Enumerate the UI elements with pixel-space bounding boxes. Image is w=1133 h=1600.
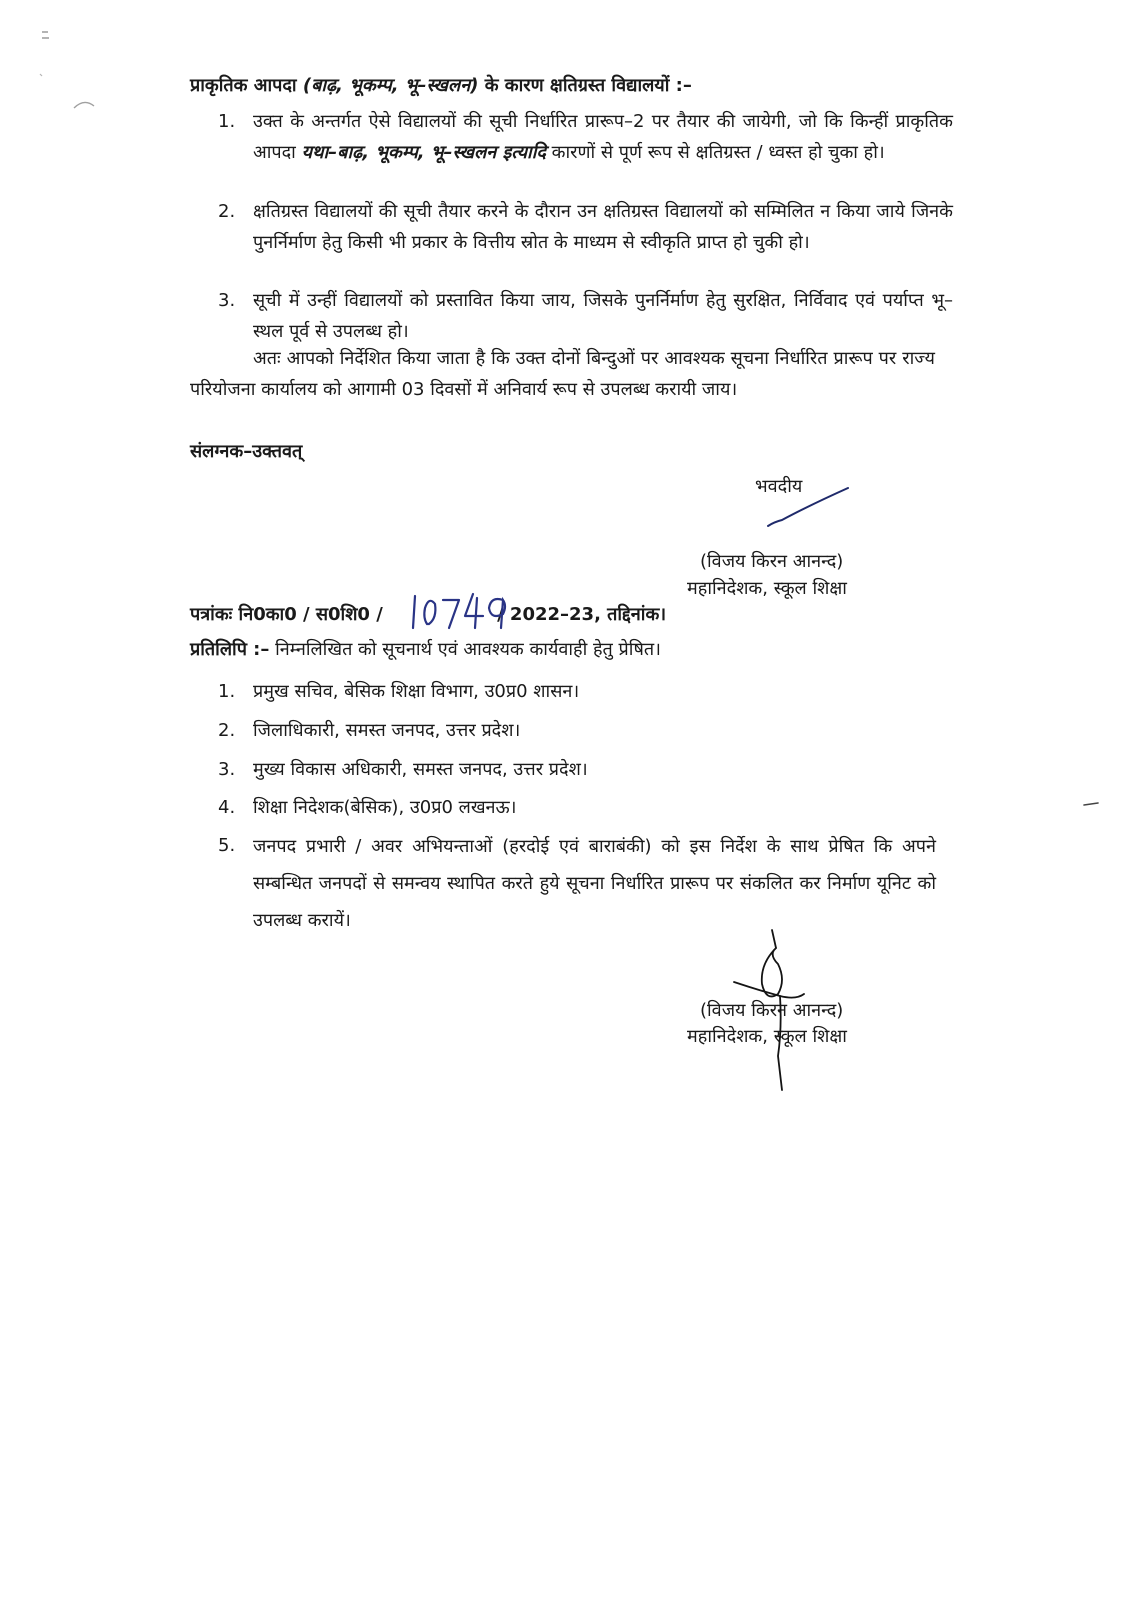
signature-mark-2: [730, 928, 820, 1092]
point-number: 1.: [218, 111, 236, 132]
copy-intro: प्रतिलिपि :– निम्नलिखित को सूचनार्थ एवं आवश्यक कार्यवाही हेतु प्रेषित।: [190, 639, 661, 660]
letter-page: प्राकृतिक आपदा (बाढ़, भूकम्प, भू–स्खलन) के कारण क्षतिग्रस्त विद्यालयों :– 1. उक्त के अन्तर्गत ऐसे विद्यालयों की सूची निर्धारित प्रारूप–2 पर तैयार की जायेगी, जो कि किन्हीं प्राकृतिक आपदा यथा–बाढ़, भूकम्प, भू–स्खलन इत्यादि कारणों से पूर्ण रूप से क्षतिग्रस्त / ध्वस्त हो चुका हो। 2. क्षतिग्रस्त विद्यालयों की सूची तैयार करने के दौरान उन क्षतिग्रस्त विद्यालयों को सम्मिलित न किया जाये जिनके पुनर्निर्माण हेतु किसी भी प्रकार के वित्तीय स्रोत के माध्यम से स्वीकृति प्राप्त हो चुकी हो। 3. सूची में उन्हीं विद्यालयों को प्रस्तावित किया जाय, जिसके पुनर्निर्माण हेतु सुरक्षित, निर्विवाद एवं पर्याप्त भू–स्थल पूर्व से उपलब्ध हो। अतः आपको निर्देशित किया जाता है कि उक्त दोनों बिन्दुओं पर आवश्यक सूचना निर्धारित प्रारूप पर राज्य परियोजना कार्यालय को आगामी 03 दिवसों में अनिवार्य रूप से उपलब्ध करायी जाय। संलग्नक–उक्तवत् भवदीय (विजय किरन आनन्द) महानिदेशक, स्कूल शिक्षा पत्रांकः नि0का0 / स0शि0 / / 2022–23, तद्दिनांक। प्रतिलिपि :– निम्नलिखित को सूचनार्थ एवं आवश्यक कार्यवाही हेतु प्रेषित। 1. प्रमुख सचिव, बेसिक शिक्षा विभाग, उ0प्र0 शासन। 2. जिलाधिकारी, समस्त जनपद, उत्तर प्रदेश। 3. मुख्य विकास अधिकारी, समस्त जनपद, उत्तर प्रदेश। 4. शिक्षा निदेशक(बेसिक), उ0प्र0 लखनऊ। 5. जनपद प्रभारी / अवर अभियन्ताओं (हरदोई एवं बाराबंकी) को इस निर्देश के साथ प्रेषित कि अपने सम्बन्धित जनपदों से समन्वय स्थापित करते हुये सूचना निर्धारित प्रारूप पर संकलित कर निर्माण यूनिट को उपलब्ध करायें। (विजय किरन आनन्द) महानिदेशक, स्कूल शिक्षा: [0, 0, 1133, 1600]
signatory-2-designation: महानिदेशक, स्कूल शिक्षा: [687, 1026, 847, 1047]
signatory-2-name: (विजय किरन आनन्द): [700, 1000, 844, 1021]
signatory-name: (विजय किरन आनन्द): [700, 551, 844, 572]
signatory-designation: महानिदेशक, स्कूल शिक्षा: [687, 578, 847, 599]
point-text: उक्त के अन्तर्गत ऐसे विद्यालयों की सूची निर्धारित प्रारूप–2 पर तैयार की जायेगी, जो कि किन्हीं प्राकृतिक आपदा यथा–बाढ़, भूकम्प, भू–स्खलन इत्यादि कारणों से पूर्ण रूप से क्षतिग्रस्त / ध्वस्त हो चुका हो।: [253, 111, 953, 163]
enclosure-note: संलग्नक–उक्तवत्: [190, 441, 303, 462]
closing-salutation: भवदीय: [755, 476, 803, 497]
instruction-paragraph: अतः आपको निर्देशित किया जाता है कि उक्त दोनों बिन्दुओं पर आवश्यक सूचना निर्धारित प्रारूप पर राज्य परियोजना कार्यालय को आगामी 03 दिवसों में अनिवार्य रूप से उपलब्ध करायी जाय।: [190, 348, 935, 400]
point-number: 3.: [218, 290, 236, 311]
handwritten-letter-number: [405, 588, 515, 632]
letter-reference: पत्रांकः नि0का0 / स0शि0 / / 2022–23, तद्दिनांक।: [190, 604, 667, 625]
point-text: क्षतिग्रस्त विद्यालयों की सूची तैयार करने के दौरान उन क्षतिग्रस्त विद्यालयों को सम्मिलित न किया जाये जिनके पुनर्निर्माण हेतु किसी भी प्रकार के वित्तीय स्रोत के माध्यम से स्वीकृति प्राप्त हो चुकी हो।: [253, 201, 953, 253]
scan-marks: [30, 20, 120, 130]
section-heading: प्राकृतिक आपदा (बाढ़, भूकम्प, भू–स्खलन) के कारण क्षतिग्रस्त विद्यालयों :–: [190, 75, 692, 96]
scan-edge-mark: [1082, 800, 1102, 808]
point-text: सूची में उन्हीं विद्यालयों को प्रस्तावित किया जाय, जिसके पुनर्निर्माण हेतु सुरक्षित, निर्विवाद एवं पर्याप्त भू–स्थल पूर्व से उपलब्ध हो।: [253, 290, 953, 342]
signature-mark: [760, 482, 860, 532]
point-number: 2.: [218, 201, 236, 222]
